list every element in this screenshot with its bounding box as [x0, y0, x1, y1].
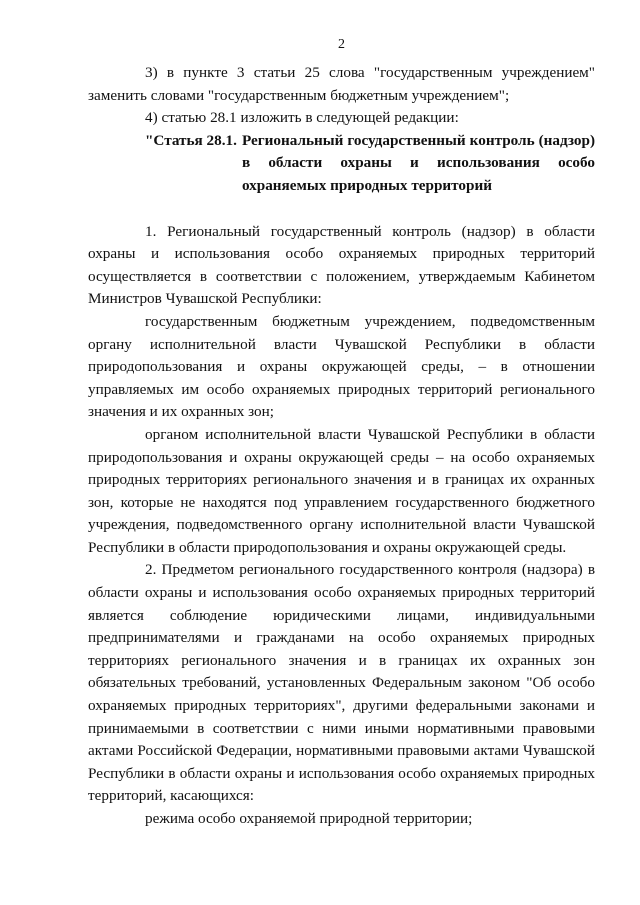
paragraph-executive-body: органом исполнительной власти Чувашской Республики в области природопользования и охраны окружающей среды – на особо охраняемых природных территориях регионального значения и в границах их охранных зон, которые не находятся под управлением государственного бюджетного учреждения, подведомственного органу исполнительной власти Чувашской Республики в области природопользования и охраны окружающей среды.: [88, 425, 595, 556]
paragraph-budget-institution: государственным бюджетным учреждением, подведомственным органу исполнительной власти Чувашской Республики в области природопользования и охраны окружающей среды, – в отношении управляемых им особо охраняемых природных территорий регионального значения и их охранных зон;: [88, 312, 595, 421]
page-number: 2: [338, 37, 345, 52]
document-body: [88, 62, 595, 831]
paragraph-section-1: 1. Региональный государственный контроль (надзор) в области охраны и использования особо охраняемых природных территорий осуществляется в соответствии с положением, утверждаемым Кабинетом Министров Чувашской Республики:: [88, 222, 595, 308]
paragraph-item-4: 4) статью 28.1 изложить в следующей редакции:: [145, 109, 459, 127]
paragraph-item-3: 3) в пункте 3 статьи 25 слова "государственным учреждением" заменить словами "государственным бюджетным учреждением";: [88, 64, 595, 104]
article-number: "Статья 28.1.: [145, 131, 237, 149]
article-title: Региональный государственный контроль (надзор) в области охраны и использования особо охраняемых природных территорий: [241, 131, 595, 194]
paragraph-regime: режима особо охраняемой природной территории;: [145, 810, 473, 827]
article-heading: [145, 130, 595, 198]
document-page: [88, 0, 595, 905]
spacer: [88, 198, 595, 221]
paragraph-section-2: 2. Предметом регионального государственного контроля (надзора) в области охраны и использования особо охраняемых природных территорий является соблюдение юридическими лицами, индивидуальными предпринимателями и гражданами на особо охраняемых природных территориях регионального значения и в границах их охранных зон обязательных требований, установленных Федеральным законом "Об особо охраняемых природных территориях", другими федеральными законами и принимаемыми в соответствии с ними иными нормативными правовыми актами Российской Федерации, нормативными правовыми актами Чувашской Республики в области охраны и использования особо охраняемых природных территорий, касающихся:: [88, 561, 595, 805]
